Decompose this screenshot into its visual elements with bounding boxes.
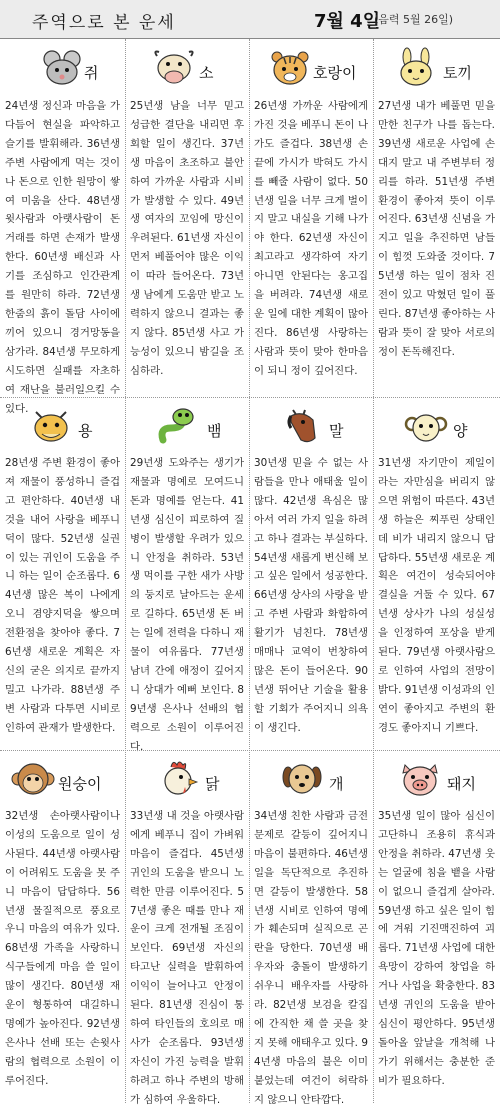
column-divider xyxy=(125,39,126,1103)
row-divider xyxy=(0,397,500,398)
fortune-text: 34년생 친한 사람과 금전 문제로 갈등이 깊어지니 마음이 불편하다. 46년생 일을 독단적으로 추진하면 갈등이 발생한다. 58년생 시비로 인하여 명예가 훼손되며 실직으로 곤란을 당한다. 70년생 배우자와 충돌이 발생하기 쉬우니 배우자를 사랑하라. 82년생 보검을 칼집에 간직한 채 쓸 곳을 찾지 못해 애태우고 있다. 94년생 마음의 불은 이미 붙었는데 여건이 허락하지 않으니 안타깝다. xyxy=(254,810,368,1106)
sign-heading xyxy=(373,400,500,452)
sign-cell-pig xyxy=(373,751,500,1103)
tiger-icon xyxy=(267,48,313,88)
sign-heading xyxy=(249,400,373,452)
rooster-icon xyxy=(155,759,201,799)
sign-name: 닭 xyxy=(205,775,220,793)
fortune-text: 25년생 남을 너무 믿고 성급한 결단을 내리면 후회할 일이 생긴다. 37년생 마음이 초조하고 불안하여 가까운 사람과 시비가 발생할 수 있다. 49년생 여자의 꼬임에 망신이 우려된다. 61년생 자신이 먼저 베풀어야 많은 이익이 따라 들어온다. 73년생 남에게 도움만 받고 노력하지 않으니 결과는 좋지 않다. 85년생 사고 가능성이 있으니 밤길을 조심하라. xyxy=(130,100,244,377)
sign-cell-rat xyxy=(0,39,125,415)
sheep-icon xyxy=(403,406,449,446)
sign-name: 개 xyxy=(329,775,344,793)
sign-name: 말 xyxy=(329,422,344,440)
rabbit-icon xyxy=(393,48,439,88)
horse-icon xyxy=(279,406,325,446)
row-divider xyxy=(0,750,500,751)
fortune-text: 33년생 내 것을 아랫사람에게 베푸니 집이 가벼워 마음이 즐겁다. 45년생 귀인의 도움을 받으니 노력한 만큼 이루어진다. 57년생 좋은 때를 만나 재운이 크게 전개될 조짐이 보인다. 69년생 자신의 타고난 실력을 발휘하여 이익이 늘어나고 안정이 된다. 81년생 진심이 통하여 타인들의 호의로 매사가 순조롭다. 93년생 자신이 가진 능력을 발휘하려고 하나 주변의 방해가 심하여 우울하다. xyxy=(130,810,244,1106)
sign-cell-snake xyxy=(125,398,249,753)
sign-heading xyxy=(0,400,125,452)
sign-cell-horse xyxy=(249,398,373,750)
fortune-text: 30년생 믿을 수 없는 사람들을 만나 애태울 일이 많다. 42년생 욕심은 많아서 여러 가지 일을 하려고 하나 결과는 부실하다. 54년생 새롭게 변신해 보고 싶은 일에서 성공한다. 66년생 상사의 사랑을 받고 주변 사람과 화합하여 활기가 넘친다. 78년생 매매나 교역이 번창하여 많은 돈이 들어온다. 90년생 뛰어난 기술을 활용할 기회가 주어지니 의욕이 생긴다. xyxy=(254,457,368,734)
sign-name: 용 xyxy=(78,422,93,440)
sign-heading xyxy=(373,753,500,805)
sign-cell-dog xyxy=(249,751,373,1106)
sign-heading xyxy=(125,400,249,452)
fortune-text: 35년생 일이 많아 심신이 고단하니 조용히 휴식과 안정을 취하라. 47년생 웃는 얼굴에 침을 뱉을 사람이 없으니 즐겁게 살아라. 59년생 하고 싶은 일이 힘에 겨워 기진맥진하여 괴롭다. 71년생 사업에 대한 욕망이 강하여 창업을 하거나 사업을 확충한다. 83년생 귀인의 도움을 받아 심신이 평안하다. 95년생 돌아올 앞날을 개척해 나가기 위해서는 충분한 준비가 필요하다. xyxy=(378,810,495,1087)
sign-cell-sheep xyxy=(373,398,500,750)
pig-icon xyxy=(397,759,443,799)
dog-icon xyxy=(279,759,325,799)
sign-name: 호랑이 xyxy=(313,64,357,82)
page-title: 주역으로 본 운세 xyxy=(32,13,176,33)
header-bar xyxy=(0,0,500,38)
sign-cell-dragon xyxy=(0,398,125,750)
sign-name: 양 xyxy=(453,422,468,440)
sign-name: 원숭이 xyxy=(58,775,102,793)
mouse-icon xyxy=(40,48,86,88)
sign-cell-rooster xyxy=(125,751,249,1106)
dragon-icon xyxy=(28,406,74,446)
fortune-text: 32년생 손아랫사람이나 이성의 도움으로 일이 성사된다. 44년생 아랫사람이 어려워도 도움을 못 주니 마음이 답답하다. 56년생 물질적으로 풍요로우니 마음의 여유가 있다. 68년생 가족을 사랑하니 식구들에게 마음 쓸 일이 많이 생긴다. 80년생 재운이 형통하여 대길하니 명예가 높아진다. 92년생 은사나 선배 또는 손윗사람의 협력으로 소원이 이루어진다. xyxy=(5,810,120,1087)
sign-heading xyxy=(373,42,500,94)
date-label: 7월 4일 xyxy=(314,11,381,32)
sign-cell-rabbit xyxy=(373,39,500,397)
sign-name: 소 xyxy=(199,64,214,82)
sign-cell-tiger xyxy=(249,39,373,397)
sign-cell-monkey xyxy=(0,751,125,1103)
sign-name: 뱀 xyxy=(207,422,222,440)
column-divider xyxy=(249,39,250,1103)
column-divider xyxy=(373,39,374,1103)
sign-heading xyxy=(249,42,373,94)
sign-cell-ox xyxy=(125,39,249,397)
sign-heading xyxy=(125,753,249,805)
fortune-text: 31년생 자기만이 제일이라는 자만심을 버리지 않으면 위험이 따른다. 43년생 하늘은 찌푸린 상태인데 비가 내리지 않으니 답답하다. 55년생 새로운 계획은 여건이 성숙되어야 결실을 거둘 수 있다. 67년생 상사가 나의 성실성을 인정하여 포상을 받게 된다. 79년생 아랫사람으로 인하여 사업의 전망이 밝다. 91년생 이성과의 인연이 좋아지고 주변의 환경도 좋아지니 기쁘다. xyxy=(378,457,495,734)
fortune-text: 24년생 정신과 마음을 가다듬어 현실을 파악하고 슬기를 발휘해라. 36년생 주변 사람에게 먹는 것이나 돈으로 인한 원망이 쌓여 미움을 산다. 48년생 윗사람과 아랫사람이 돈 거래를 하면 손재가 발생한다. 60년생 배신과 사기를 조심하고 인간관계를 원만히 하라. 72년생 한줌의 흙이 돌담 사이에 끼어 있으니 경거망동을 삼가라. 84년생 무모하게 시도하면 실패를 자초하여 재난을 불러일으킬 수 있다. xyxy=(5,100,120,415)
fortune-text: 29년생 도와주는 생기가 재물과 명예로 모여드니 돈과 명예를 얻는다. 41년생 심신이 피로하여 질병이 발생할 우려가 있으니 안정을 취하라. 53년생 먹이를 구한 새가 사방의 둥지로 날아드는 운세로 길하다. 65년생 돈 버는 일에 전력을 다하니 재물이 여유롭다. 77년생 남녀 간에 애정이 깊어지니 상대가 예뻐 보인다. 89년생 은사나 선배의 협력으로 소원이 이루어진다. xyxy=(130,457,244,753)
fortune-text: 26년생 가까운 사람에게 가진 것을 베푸니 돈이 나가도 즐겁다. 38년생 손끝에 가시가 박혀도 가시를 빼줄 사람이 없다. 50년생 일을 너무 크게 벌이지 말고 내실을 기해 나가야 한다. 62년생 자신이 최고라고 생각하여 자기 아니면 안된다는 옹고집을 버려라. 74년생 새로운 일에 대한 계획이 많아진다. 86년생 사랑하는 사람과 뜻이 맞아 한마음이 되니 정이 깊어진다. xyxy=(254,100,368,377)
sign-heading xyxy=(0,753,125,805)
sign-name: 토끼 xyxy=(443,64,472,82)
ox-icon xyxy=(151,48,197,88)
fortune-text: 28년생 주변 환경이 좋아져 재물이 풍성하니 즐겁고 편안하다. 40년생 내 것을 내어 사랑을 베푸니 덕이 많다. 52년생 실권이 있는 귀인이 도움을 주니 하는 일이 순조롭다. 64년생 많은 복이 나에게 오니 겸양지덕을 쌓으며 전환점을 찾아야 좋다. 76년생 새로운 계획은 자신의 굳은 의지로 끝까지 밀고 나가라. 88년생 주변 사람과 다투면 시비로 인하여 관재가 발생한다. xyxy=(5,457,120,734)
snake-icon xyxy=(155,406,201,446)
sign-heading xyxy=(0,42,125,94)
fortune-text: 27년생 내가 베풀면 믿을 만한 친구가 나를 돕는다. 39년생 새로운 사업에 손대지 말고 내 주변부터 정리를 하라. 51년생 주변 환경이 좋아져 뜻이 이루어진다. 63년생 신념을 가지고 일을 추진하면 남들이 힘껏 도와줄 것이다. 75년생 하는 일이 점차 진전이 있고 막혔던 일이 풀린다. 87년생 좋아하는 사람과 뜻이 잘 맞아 서로의 정이 돈독해진다. xyxy=(378,100,495,358)
sign-heading xyxy=(125,42,249,94)
sign-name: 쥐 xyxy=(84,64,99,82)
monkey-icon xyxy=(10,759,56,799)
sign-heading xyxy=(249,753,373,805)
sign-name: 돼지 xyxy=(447,775,476,793)
lunar-date-label: (음력 5월 26일) xyxy=(374,13,454,26)
